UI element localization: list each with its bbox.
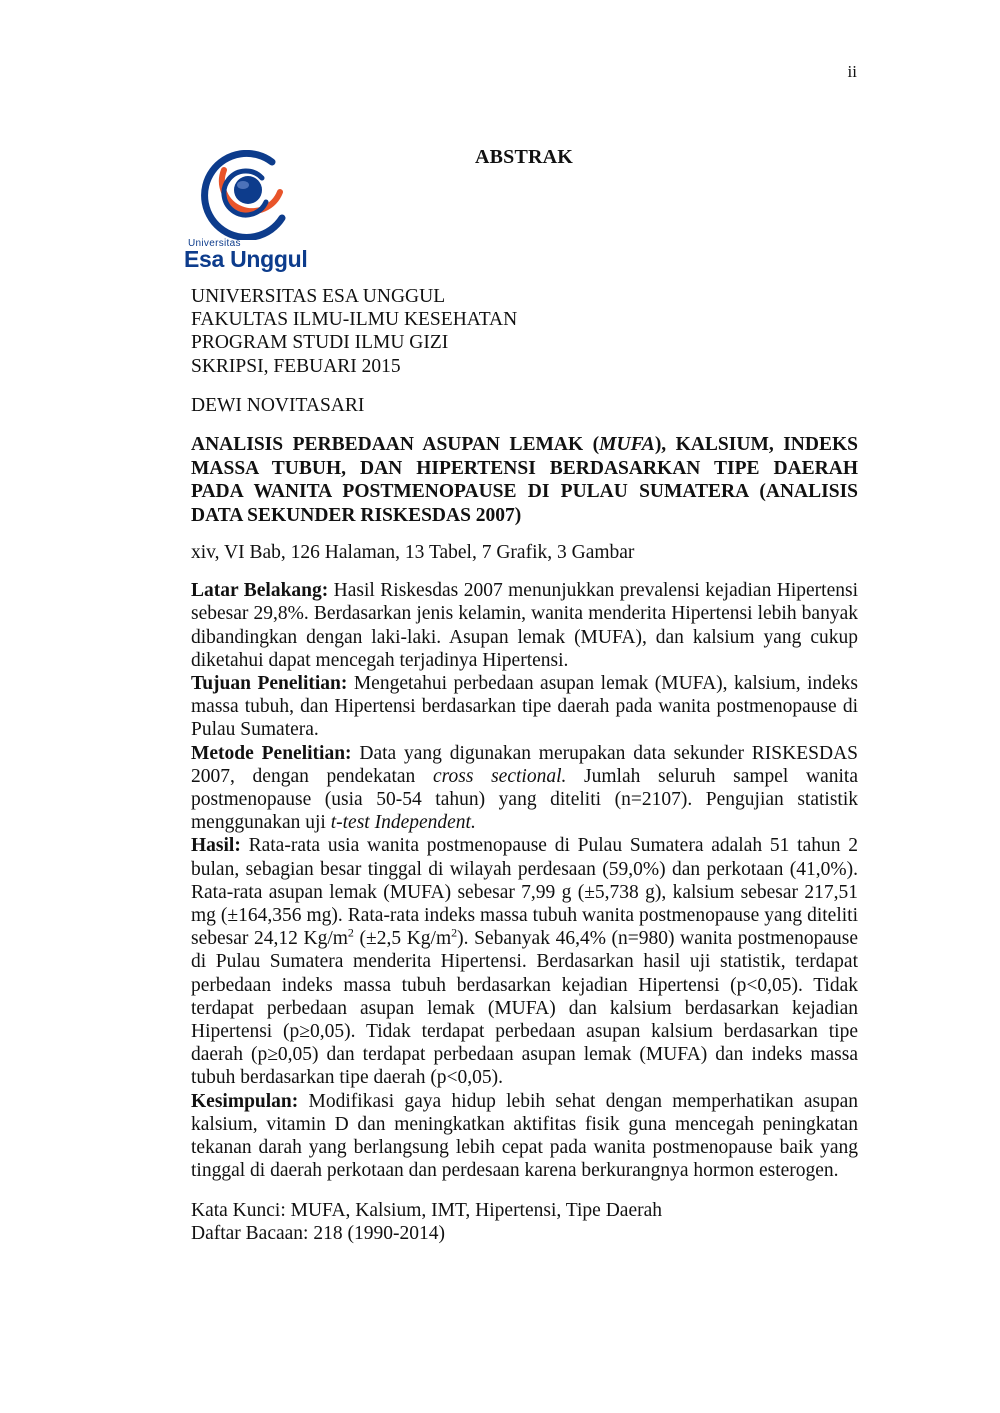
section-text: Jumlah seluruh sampel wanita postmenopause (usia 50-54 tahun) yang diteliti (n=2107). Pengujian statistik menggunakan uji — [191, 765, 858, 834]
title-part-1: ANALISIS PERBEDAAN ASUPAN LEMAK ( — [191, 434, 600, 456]
keywords-block — [191, 1199, 858, 1245]
superscript: 2 — [451, 925, 458, 940]
institution-line-thesis-date: SKRIPSI, FEBUARI 2015 — [191, 355, 401, 377]
section-text: (±2,5 Kg/m — [353, 928, 452, 950]
abstract-heading: ABSTRAK — [474, 146, 574, 168]
institution-line-program: PROGRAM STUDI ILMU GIZI — [191, 332, 449, 354]
document-body — [191, 285, 858, 1245]
document-meta: xiv, VI Bab, 126 Halaman, 13 Tabel, 7 Grafik, 3 Gambar — [191, 542, 635, 564]
section-label: Tujuan Penelitian: — [191, 673, 348, 695]
page-number: ii — [847, 62, 857, 81]
logo-emblem-icon — [184, 150, 319, 240]
institution-block — [191, 285, 858, 378]
keywords-line: Kata Kunci: MUFA, Kalsium, IMT, Hipertensi, Tipe Daerah — [191, 1199, 662, 1221]
section-text: Hasil Riskesdas 2007 menunjukkan prevalensi kejadian Hipertensi sebesar 29,8%. Berdasarkan jenis kelamin, wanita menderita Hipertensi lebih banyak dibandingkan dengan laki-laki. Asupan lemak (MUFA), dan kalsium yang cukup diketahui dapat mencegah terjadinya Hipertensi. — [191, 580, 858, 671]
section-kesimpulan — [191, 1090, 858, 1183]
section-label: Hasil: — [191, 835, 241, 857]
section-label: Latar Belakang: — [191, 580, 329, 602]
section-label: Metode Penelitian: — [191, 742, 352, 764]
abstract-body — [191, 579, 858, 1182]
section-text: Data yang digunakan merupakan data sekunder RISKESDAS 2007, dengan pendekatan — [191, 742, 858, 787]
section-text: Rata-rata usia wanita postmenopause di Pulau Sumatera adalah 51 tahun 2 bulan, sebagian besar tinggal di wilayah perdesaan (59,0%) dan perkotaan (41,0%). Rata-rata asupan lemak (MUFA) sebesar 7,99 g (±5,738 g), kalsium sebesar 217,51 mg (±164,356 mg). Rata-rata indeks massa tubuh wanita postmenopause yang diteliti sebesar 24,12 Kg/m — [191, 835, 858, 950]
logo-brand-text: Esa Unggul — [184, 246, 308, 272]
university-logo — [184, 150, 319, 272]
section-latar-belakang — [191, 579, 858, 672]
section-tujuan-penelitian — [191, 672, 858, 742]
section-text: ). Sebanyak 46,4% (n=980) wanita postmenopause di Pulau Sumatera menderita Hipertensi. Berdasarkan hasil uji statistik, terdapat perbedaan indeks massa tubuh berdasarkan kejadian Hipertensi (p<0,05). Tidak terdapat perbedaan asupan lemak (MUFA) dan kalsium berdasarkan kejadian Hipertensi (p≥0,05). Tidak terdapat perbedaan asupan kalsium berdasarkan tipe daerah (p≥0,05) dan terdapat perbedaan asupan lemak (MUFA) dan indeks massa tubuh berdasarkan tipe daerah (p<0,05). — [191, 928, 858, 1089]
superscript: 2 — [347, 925, 354, 940]
section-text: Modifikasi gaya hidup lebih sehat dengan memperhatikan asupan kalsium, vitamin D dan meningkatkan aktifitas fisik guna mencegah peningkatan tekanan darah yang berlangsung lebih cepat pada wanita postmenopause baik yang tinggal di daerah perkotaan dan perdesaan karena berkurangnya hormon esterogen. — [191, 1090, 858, 1182]
section-italic-text: t-test Independent. — [330, 812, 476, 834]
section-hasil — [191, 834, 858, 1089]
section-metode-penelitian — [191, 742, 858, 835]
section-text: Mengetahui perbedaan asupan lemak (MUFA), kalsium, indeks massa tubuh, dan Hipertensi berdasarkan tipe daerah pada wanita postmenopause di Pulau Sumatera. — [191, 673, 858, 741]
author-name: DEWI NOVITASARI — [191, 394, 365, 416]
title-part-2: ), KALSIUM, INDEKS MASSA TUBUH, DAN HIPERTENSI BERDASARKAN TIPE DAERAH PADA WANITA POSTMENOPAUSE DI PULAU SUMATERA (ANALISIS DATA SEKUNDER RISKESDAS 2007) — [191, 434, 858, 526]
section-label: Kesimpulan: — [191, 1090, 299, 1112]
institution-line-university: UNIVERSITAS ESA UNGGUL — [191, 286, 446, 307]
logo-small-text: Universitas — [188, 238, 241, 249]
institution-line-faculty: FAKULTAS ILMU-ILMU KESEHATAN — [191, 309, 518, 331]
section-italic-text: cross sectional. — [432, 765, 567, 787]
thesis-title — [191, 433, 858, 527]
title-italic-mufa: MUFA — [599, 434, 655, 456]
references-count-line: Daftar Bacaan: 218 (1990-2014) — [191, 1222, 445, 1244]
